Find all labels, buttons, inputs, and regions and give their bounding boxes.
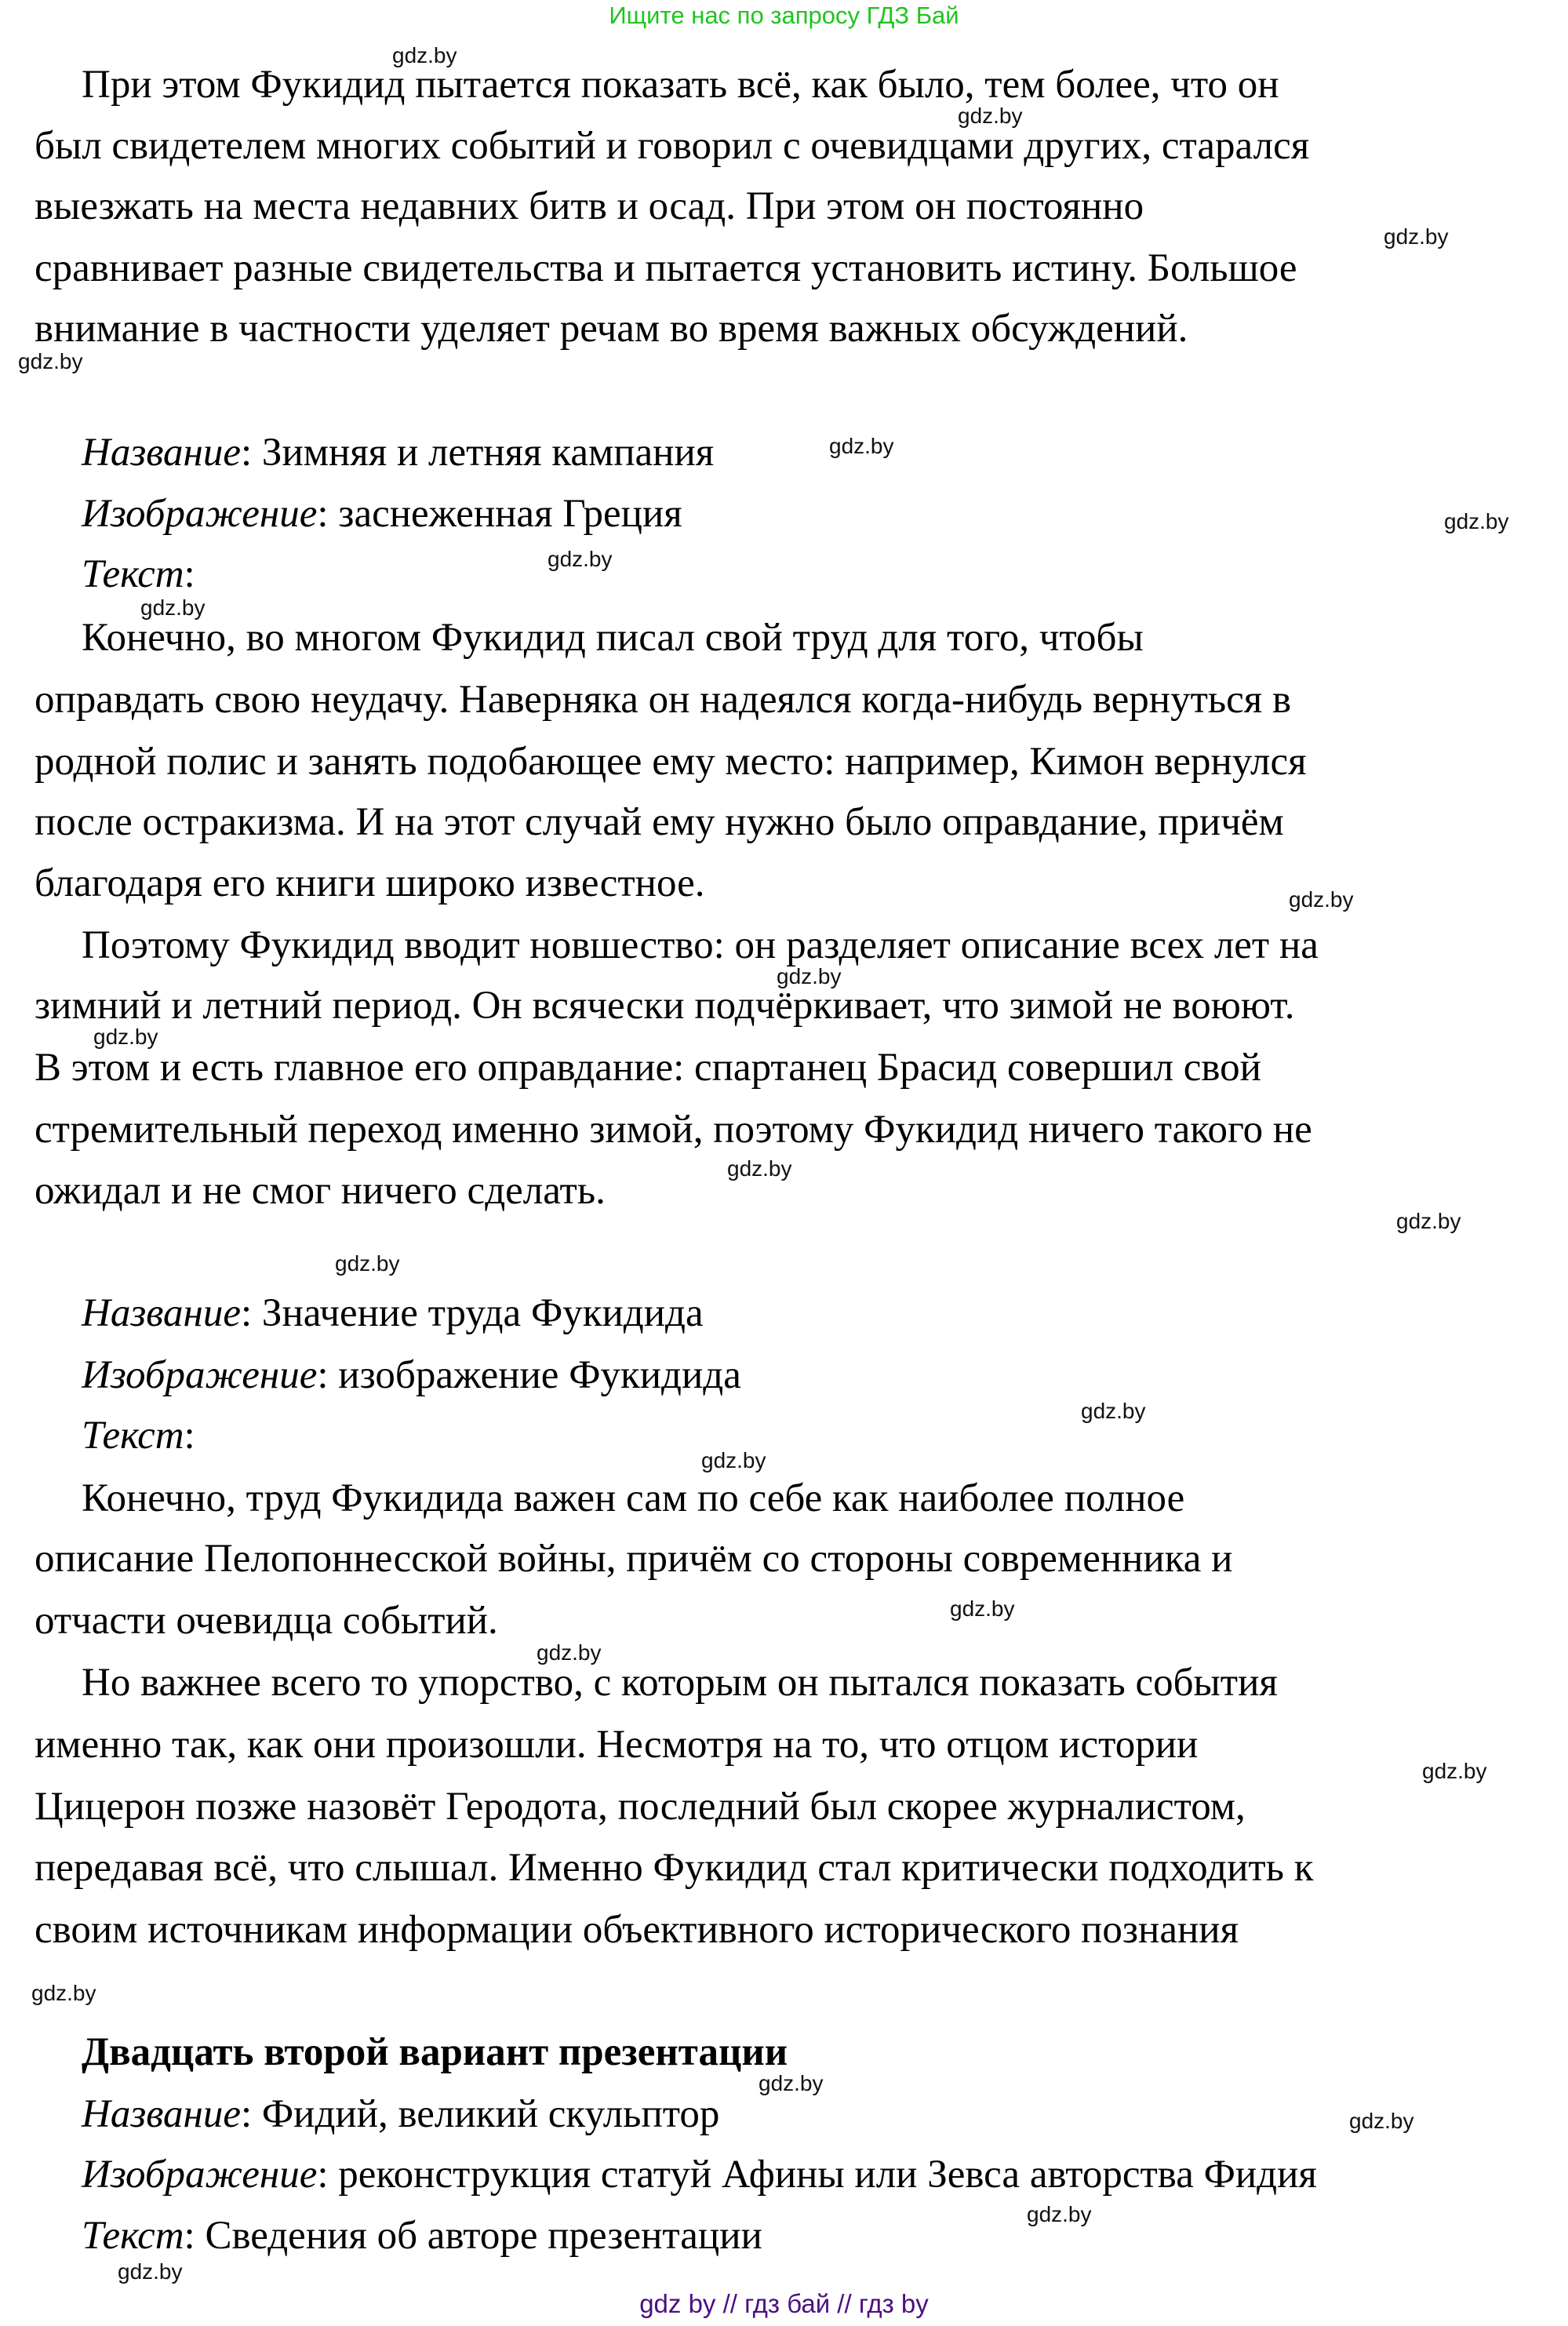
watermark: gdz.by xyxy=(1081,1399,1146,1423)
slide-text: Сведения об авторе презентации xyxy=(195,2214,762,2258)
paragraph-line: своим источникам информации объективного исторического познания xyxy=(35,1908,1239,1952)
name-label: Название xyxy=(82,431,241,475)
watermark: gdz.by xyxy=(727,1156,792,1181)
watermark: gdz.by xyxy=(829,434,894,458)
watermark: gdz.by xyxy=(1444,509,1509,533)
watermark: gdz.by xyxy=(18,349,83,373)
paragraph-line: после остракизма. И на этот случай ему нужно было оправдание, причём xyxy=(35,800,1284,844)
slide-name-row: Название: Значение труда Фукидида xyxy=(82,1291,704,1335)
paragraph-line: внимание в частности уделяет речам во время важных обсуждений. xyxy=(35,307,1188,351)
watermark: gdz.by xyxy=(1289,887,1354,912)
text-label: Текст xyxy=(82,2214,184,2258)
watermark: gdz.by xyxy=(1384,224,1449,249)
paragraph-line: Конечно, во многом Фукидид писал свой труд для того, чтобы xyxy=(82,616,1144,660)
section-heading: Двадцать второй вариант презентации xyxy=(82,2030,788,2074)
paragraph-line: именно так, как они произошли. Несмотря на то, что отцом истории xyxy=(35,1723,1199,1767)
slide-image-row: Изображение: реконструкция статуй Афины или Зевса авторства Фидия xyxy=(82,2153,1317,2197)
watermark: gdz.by xyxy=(1422,1759,1487,1783)
paragraph-line: выезжать на места недавних битв и осад. При этом он постоянно xyxy=(35,184,1144,228)
slide-image-row: Изображение: заснеженная Греция xyxy=(82,492,682,536)
paragraph-line: благодаря его книги широко известное. xyxy=(35,861,705,905)
watermark: gdz.by xyxy=(777,964,842,988)
name-label: Название xyxy=(82,1291,241,1335)
paragraph-line: Поэтому Фукидид вводит новшество: он разделяет описание всех лет на xyxy=(82,923,1319,967)
paragraph-line: При этом Фукидид пытается показать всё, как было, тем более, что он xyxy=(82,63,1279,107)
slide-text-row: Текст: xyxy=(82,1414,195,1458)
slide-name-row: Название: Фидий, великий скульптор xyxy=(82,2092,720,2136)
paragraph-line: стремительный переход именно зимой, поэтому Фукидид ничего такого не xyxy=(35,1108,1312,1152)
slide-name: Значение труда Фукидида xyxy=(252,1291,704,1335)
slide-image: заснеженная Греция xyxy=(328,492,682,536)
image-label: Изображение xyxy=(82,2153,318,2197)
watermark: gdz.by xyxy=(701,1448,766,1472)
paragraph-line: отчасти очевидца событий. xyxy=(35,1599,498,1643)
watermark: gdz.by xyxy=(392,43,457,67)
slide-name-row: Название: Зимняя и летняя кампания xyxy=(82,431,715,475)
image-label: Изображение xyxy=(82,1353,318,1397)
slide-text-row: Текст: Сведения об авторе презентации xyxy=(82,2214,762,2258)
paragraph-line: Но важнее всего то упорство, с которым он пытался показать события xyxy=(82,1661,1278,1705)
watermark: gdz.by xyxy=(1396,1209,1461,1233)
paragraph-line: передавая всё, что слышал. Именно Фукидид стал критически подходить к xyxy=(35,1846,1314,1890)
search-banner: Ищите нас по запросу ГДЗ Бай xyxy=(609,2,959,29)
paragraph-line: Конечно, труд Фукидида важен сам по себе как наиболее полное xyxy=(82,1476,1185,1520)
watermark: gdz.by xyxy=(958,104,1023,128)
watermark: gdz.by xyxy=(548,547,613,571)
slide-image: изображение Фукидида xyxy=(328,1353,741,1397)
slide-image: реконструкция статуй Афины или Зевса авторства Фидия xyxy=(328,2153,1317,2197)
paragraph-line: В этом и есть главное его оправдание: спартанец Брасид совершил свой xyxy=(35,1046,1261,1090)
watermark: gdz.by xyxy=(759,2071,824,2095)
image-label: Изображение xyxy=(82,492,318,536)
slide-text-row: Текст: xyxy=(82,552,195,596)
watermark: gdz.by xyxy=(118,2259,183,2284)
paragraph-line: сравнивает разные свидетельства и пытается установить истину. Большое xyxy=(35,246,1297,290)
watermark: gdz.by xyxy=(1349,2109,1414,2133)
watermark: gdz.by xyxy=(1027,2202,1092,2226)
slide-image-row: Изображение: изображение Фукидида xyxy=(82,1353,741,1397)
paragraph-line: родной полис и занять подобающее ему место: например, Кимон вернулся xyxy=(35,740,1307,784)
text-label: Текст xyxy=(82,552,184,596)
paragraph-line: ожидал и не смог ничего сделать. xyxy=(35,1169,606,1213)
slide-name: Зимняя и летняя кампания xyxy=(252,431,715,475)
paragraph-line: был свидетелем многих событий и говорил с очевидцами других, старался xyxy=(35,124,1310,168)
paragraph-line: Цицерон позже назовёт Геродота, последний был скорее журналистом, xyxy=(35,1785,1246,1829)
slide-name: Фидий, великий скульптор xyxy=(252,2092,720,2136)
watermark: gdz.by xyxy=(93,1025,158,1049)
paragraph-line: зимний и летний период. Он всячески подчёркивает, что зимой не воюют. xyxy=(35,984,1295,1028)
watermark: gdz.by xyxy=(31,1981,96,2005)
watermark: gdz.by xyxy=(537,1640,602,1665)
watermark: gdz.by xyxy=(335,1251,400,1276)
paragraph-line: оправдать свою неудачу. Наверняка он надеялся когда-нибудь вернуться в xyxy=(35,678,1292,722)
name-label: Название xyxy=(82,2092,241,2136)
watermark: gdz.by xyxy=(950,1596,1015,1621)
paragraph-line: описание Пелопоннесской войны, причём со стороны современника и xyxy=(35,1537,1233,1581)
text-label: Текст xyxy=(82,1414,184,1458)
footer-links[interactable]: gdz by // гдз бай // гдз by xyxy=(639,2289,929,2318)
watermark: gdz.by xyxy=(140,595,206,620)
